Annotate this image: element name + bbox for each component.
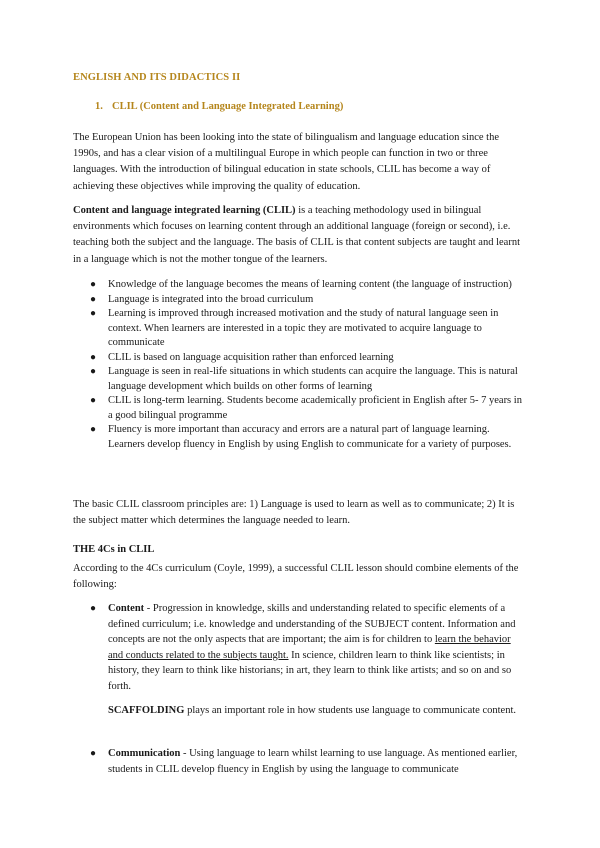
list-item: ● CLIL is based on language acquisition rather than enforced learning bbox=[90, 351, 528, 366]
list-item: ● Fluency is more important than accuracy and errors are a natural part of language learning. Learners develop fluency in English by using English to communicate for a variety of purposes. bbox=[90, 424, 512, 450]
bullet-icon: ● bbox=[90, 308, 97, 319]
bullet-icon: ● bbox=[90, 279, 97, 290]
document-title: ENGLISH AND ITS DIDACTICS II bbox=[73, 72, 241, 83]
scaffolding-paragraph: SCAFFOLDING plays an important role in how students use language to communicate content. bbox=[108, 705, 516, 716]
list-item: ● Knowledge of the language becomes the means of learning content (the language of instruction) bbox=[90, 278, 528, 293]
bullet-icon: ● bbox=[90, 748, 97, 759]
bullet-icon: ● bbox=[90, 603, 97, 614]
principles-paragraph: The basic CLIL classroom principles are: 1) Language is used to learn as well as to communicate; 2) It is the subject matter which determines the language needed to learn. bbox=[73, 499, 515, 527]
list-item: ● Language is seen in real-life situations in which students can acquire the language. This is natural language development which builds on other forms of learning bbox=[90, 366, 518, 392]
section-number: 1. bbox=[95, 101, 103, 112]
definition-term: Content and language integrated learning (CLIL) bbox=[73, 205, 296, 216]
list-item-communication: ● Communication - Using language to learn whilst learning to use language. As mentioned earlier, students in CLIL develop fluency in English by using the language to communicate bbox=[90, 748, 518, 775]
bullet-icon: ● bbox=[90, 424, 97, 435]
bullet-icon: ● bbox=[90, 366, 97, 377]
list-item: ● CLIL is long-term learning. Students become academically proficient in English after 5- 7 years in a good bilingual programme bbox=[90, 395, 522, 421]
communication-label: Communication bbox=[108, 748, 181, 759]
clil-features-list bbox=[90, 278, 528, 452]
bullet-icon: ● bbox=[90, 395, 97, 406]
bullet-icon: ● bbox=[90, 293, 97, 305]
bullet-icon: ● bbox=[90, 351, 97, 363]
definition-text: is a teaching methodology used in bilingual environments which focuses on learning content through an additional language (foreign or second), i.e. teaching both the subject and the language. The basis of CLIL is that content subjects are taught and learnt in a language which is not the mother tongue of the learners. bbox=[73, 205, 520, 265]
content-label: Content bbox=[108, 603, 145, 614]
definition-paragraph bbox=[73, 203, 529, 268]
fourcs-heading: THE 4Cs in CLIL bbox=[73, 544, 155, 555]
intro-paragraph: The European Union has been looking into the state of bilingualism and language education since the 1990s, and has a clear vision of a multilingual Europe in which people can function in two or three languages. With the introduction of bilingual education in state schools, CLIL has become a way of achieving these objectives while improving the quality of education. bbox=[73, 132, 500, 192]
list-item: ● Learning is improved through increased motivation and the study of natural language seen in context. When learners are interested in a topic they are motivated to acquire language to communicate bbox=[90, 308, 499, 348]
fourcs-list bbox=[90, 601, 528, 694]
fourcs-list-2 bbox=[90, 746, 528, 777]
fourcs-intro: According to the 4Cs curriculum (Coyle, 1999), a successful CLIL lesson should combine elements of the following: bbox=[73, 563, 519, 591]
list-item: ● Language is integrated into the broad curriculum bbox=[90, 293, 528, 308]
section-heading bbox=[95, 101, 343, 112]
section-title: CLIL (Content and Language Integrated Learning) bbox=[112, 101, 344, 112]
list-item-content: ● Content - Progression in knowledge, skills and understanding related to specific elements of a defined curriculum; i.e. knowledge and understanding of the SUBJECT content. Information and concepts are not the only aspects that are important; the aim is for children to learn the behavior and conducts related to the subjects taught. In science, children learn to think like scientists; in history, they learn to think like historians; in art, they learn to think like artists; and so on and so forth. bbox=[90, 603, 516, 692]
underlined-text: learn the behavior and conducts related to the subjects taught. bbox=[108, 634, 511, 661]
scaffolding-label: SCAFFOLDING bbox=[108, 705, 185, 716]
